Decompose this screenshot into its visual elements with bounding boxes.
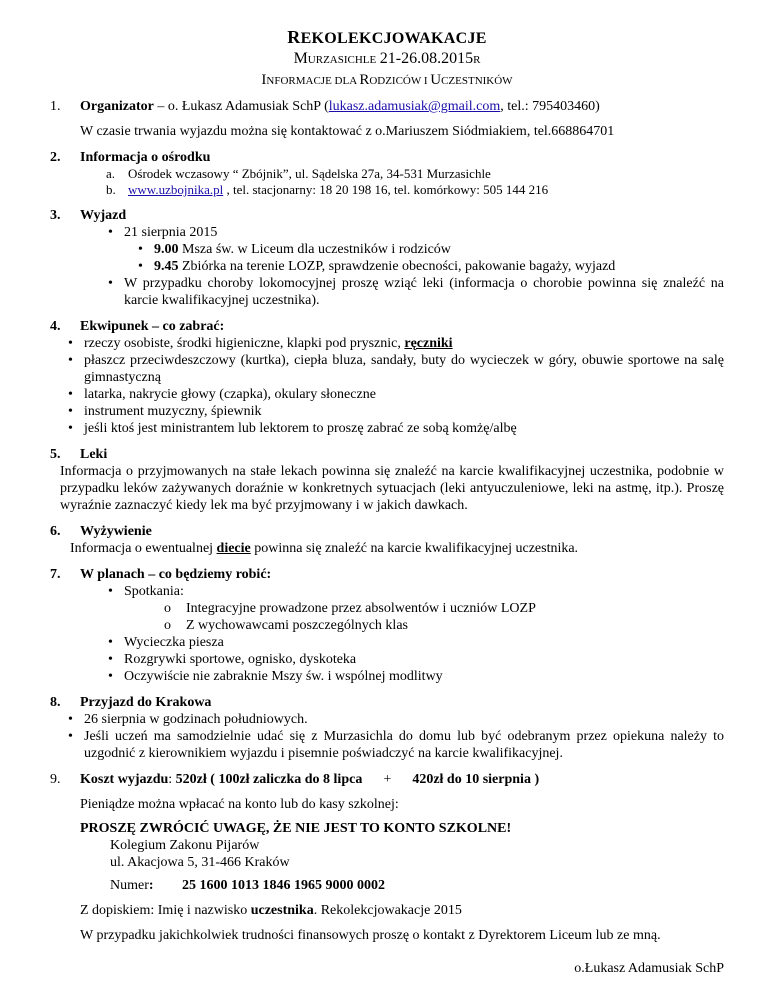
arrival-label: Przyjazd do Krakowa — [80, 695, 212, 710]
account-address: ul. Akacjowa 5, 31-466 Kraków — [110, 855, 290, 870]
plans-label: W planach – co będziemy robić: — [80, 567, 272, 582]
organizer-label: Organizator — [80, 99, 154, 114]
medicine-text: Informacja o przyjmowanych na stałe lekach powinna się znaleźć na karcie kwalifikacyjnej uczestnika, podobnie w przypadku leków zażywanych doraźnie w konkretnych sytuacjach (leki antyuczuleniowe, leki na astmę, itp.). Proszę wyraźnie zaznaczyć kiedy lek ma być przyjmowany i w jakich dawkach. — [60, 464, 724, 513]
facility-label: Informacja o ośrodku — [80, 150, 211, 165]
document-title: REKOLEKCJOWAKACJE — [287, 27, 487, 47]
facility-item-b: b. www.uzbojnika.pl , tel. stacjonarny: 18 20 198 16, tel. komórkowy: 505 144 216 — [106, 182, 549, 197]
section-facility: 2. Informacja o ośrodku a. Ośrodek wczasowy “ Zbójnik”, ul. Sądelska 27a, 34-531 Murzasichle b. www.uzbojnika.pl , tel. stacjonarny: 18 20 198 16, tel. komórkowy: 505 144 216 — [50, 149, 724, 198]
section-plans: 7. W planach – co będziemy robić: • Spotkania: o Integracyjne prowadzone przez absolwentów i uczniów LOZP o Z wychowawcami poszczególnych klas • Wycieczka piesza • Rozgrywki sportowe, ognisko, dyskoteka • Oczywiście nie zabraknie Mszy św. i wspólnej modlitwy — [50, 566, 724, 685]
equipment-label: Ekwipunek – co zabrać: — [80, 319, 225, 334]
equipment-item: • płaszcz przeciwdeszczowy (kurtka), ciepła bluza, sandały, buty do wycieczek w góry, obuwie sportowe na salę gimnastyczną — [60, 352, 724, 386]
section-arrival: 8. Przyjazd do Krakowa • 26 sierpnia w godzinach południowych. • Jeśli uczeń ma samodzielnie udać się z Murzasichla do domu lub być odebranym przez opiekuna należy to uzgodnić z kierownikiem wyjazdu i pisemnie poświadczyć na karcie kwalifikacyjnej. — [50, 694, 724, 762]
facility-item-a: a. Ośrodek wczasowy “ Zbójnik”, ul. Sądelska 27a, 34-531 Murzasichle — [106, 166, 491, 181]
departure-illness-note: • W przypadku choroby lokomocyjnej proszę wziąć leki (informacja o chorobie powinna się znaleźć na karcie kwalifikacyjnej uczestnika). — [100, 275, 724, 309]
meals-label: Wyżywienie — [80, 524, 152, 539]
arrival-item: • Jeśli uczeń ma samodzielnie udać się z Murzasichla do domu lub być odebranym przez opiekuna należy to uzgodnić z kierownikiem wyjazdu i pisemnie poświadczyć na karcie kwalifikacyjnej. — [60, 728, 724, 762]
transfer-note: Z dopiskiem: Imię i nazwisko uczestnika. Rekolekcjowakacje 2015 — [80, 903, 462, 918]
section-cost: 9. Koszt wyjazdu: 520zł ( 100zł zaliczka do 8 lipca + 420zł do 10 sierpnia ) Pieniądze można wpłacać na konto lub do kasy szkolnej: PROSZĘ ZWRÓCIĆ UWAGĘ, ŻE NIE JEST TO KONTO SZKOLNE! Kolegium Zakonu Pijarów ul. Akacjowa 5, 31-466 Kraków Numer: 25 1600 1013 1846 1965 9000 0002 Z dopiskiem: Imię i nazwisko uczestnika. Rekolekcjowakacje 2015 W przypadku jakichkolwiek trudności finansowych proszę o kontakt z Dyrektorem Liceum lub ze mną. — [50, 771, 724, 944]
account-details — [80, 837, 724, 894]
departure-label: Wyjazd — [80, 208, 127, 223]
document-subtitle: MURZASICHLE 21-26.08.2015R — [293, 50, 481, 67]
plans-meeting-item: o Integracyjne prowadzone przez absolwentów i uczniów LOZP — [164, 600, 724, 617]
contact-info: W czasie trwania wyjazdu można się kontaktować z o.Mariuszem Siódmiakiem, tel.668864701 — [80, 124, 615, 139]
account-org: Kolegium Zakonu Pijarów — [110, 838, 260, 853]
facility-website-link[interactable]: www.uzbojnika.pl — [128, 182, 224, 197]
payment-warning: PROSZĘ ZWRÓCIĆ UWAGĘ, ŻE NIE JEST TO KONTO SZKOLNE! — [80, 821, 512, 836]
cost-line: Koszt wyjazdu: 520zł ( 100zł zaliczka do 8 lipca + 420zł do 10 sierpnia ) — [80, 772, 540, 787]
section-departure: 3. Wyjazd • 21 sierpnia 2015 • 9.00 Msza św. w Liceum dla uczestników i rodziców • 9.45 Zbiórka na terenie LOZP, sprawdzenie obecności, pakowanie bagaży, wyjazd • W przypadku choroby lokomocyjnej proszę wziąć leki (informacja o chorobie powinna się znaleźć na karcie kwalifikacyjnej uczestnika). — [50, 207, 724, 309]
section-meals: 6. Wyżywienie Informacja o ewentualnej diecie powinna się znaleźć na karcie kwalifikacyjnej uczestnika. — [50, 523, 724, 557]
signature: o.Łukasz Adamusiak SchP — [574, 961, 724, 976]
equipment-item: • latarka, nakrycie głowy (czapka), okulary słoneczne — [60, 386, 724, 403]
plans-item: • Oczywiście nie zabraknie Mszy św. i wspólnej modlitwy — [100, 668, 724, 685]
section-organizer: 1. Organizator – o. Łukasz Adamusiak SchP (lukasz.adamusiak@gmail.com, tel.: 795403460) W czasie trwania wyjazdu można się kontaktować z o.Mariuszem Siódmiakiem, tel.668864701 — [50, 98, 724, 140]
plans-meeting-item: o Z wychowawcami poszczególnych klas — [164, 617, 724, 634]
account-number: 25 1600 1013 1846 1965 9000 0002 — [182, 878, 385, 893]
plans-item: • Wycieczka piesza — [100, 634, 724, 651]
arrival-item: • 26 sierpnia w godzinach południowych. — [60, 711, 724, 728]
departure-date: • 21 sierpnia 2015 • 9.00 Msza św. w Liceum dla uczestników i rodziców • 9.45 Zbiórka na terenie LOZP, sprawdzenie obecności, pakowanie bagaży, wyjazd — [100, 224, 724, 275]
plans-item: • Rozgrywki sportowe, ognisko, dyskoteka — [100, 651, 724, 668]
section-medicine: 5. Leki Informacja o przyjmowanych na stałe lekach powinna się znaleźć na karcie kwalifikacyjnej uczestnika, podobnie w przypadku leków zażywanych doraźnie w konkretnych sytuacjach (leki antyuczuleniowe, leki na astmę, itp.). Proszę wyraźnie zaznaczyć kiedy lek ma być przyjmowany i w jakich dawkach. — [50, 447, 724, 513]
plans-meetings: • Spotkania: o Integracyjne prowadzone przez absolwentów i uczniów LOZP o Z wychowawcami poszczególnych klas — [100, 583, 724, 634]
departure-gathering: • 9.45 Zbiórka na terenie LOZP, sprawdzenie obecności, pakowanie bagaży, wyjazd — [130, 258, 724, 275]
hardship-note: W przypadku jakichkolwiek trudności finansowych proszę o kontakt z Dyrektorem Liceum lub ze mną. — [80, 928, 661, 943]
payment-info: Pieniądze można wpłacać na konto lub do kasy szkolnej: — [80, 797, 399, 812]
document-info-line: INFORMACJE DLA RODZICÓW I UCZESTNIKÓW — [261, 72, 513, 88]
section-equipment: 4. Ekwipunek – co zabrać: • rzeczy osobiste, środki higieniczne, klapki pod prysznic, ręczniki • płaszcz przeciwdeszczowy (kurtka), ciepła bluza, sandały, buty do wycieczek w góry, obuwie sportowe na salę gimnastyczną • latarka, nakrycie głowy (czapka), okulary słoneczne • instrument muzyczny, śpiewnik • jeśli ktoś jest ministrantem lub lektorem to proszę zabrać ze sobą komżę/albę — [50, 318, 724, 437]
departure-mass: • 9.00 Msza św. w Liceum dla uczestników i rodziców — [130, 241, 724, 258]
equipment-item: • rzeczy osobiste, środki higieniczne, klapki pod prysznic, ręczniki — [60, 335, 724, 352]
equipment-item: • jeśli ktoś jest ministrantem lub lektorem to proszę zabrać ze sobą komżę/albę — [60, 420, 724, 437]
equipment-item: • instrument muzyczny, śpiewnik — [60, 403, 724, 420]
organizer-email-link[interactable]: lukasz.adamusiak@gmail.com — [328, 99, 501, 114]
account-number-row: Numer: 25 1600 1013 1846 1965 9000 0002 — [110, 878, 385, 893]
medicine-label: Leki — [80, 447, 108, 462]
meals-text: Informacja o ewentualnej diecie powinna się znaleźć na karcie kwalifikacyjnej uczestnika. — [70, 541, 579, 556]
